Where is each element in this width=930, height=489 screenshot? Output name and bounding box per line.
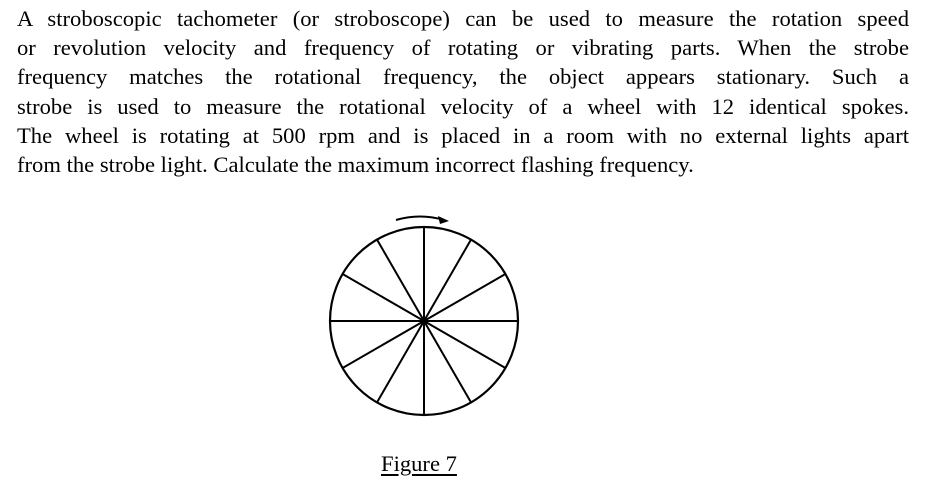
rotation-arrowhead-icon — [438, 216, 449, 224]
wheel-spoke — [424, 321, 505, 368]
problem-line-1: A stroboscopic tachometer (or stroboscope) can be used to measure the rotation speed — [17, 6, 909, 31]
problem-line-3: frequency matches the rotational frequency, the object appears stationary. Such a — [17, 64, 909, 90]
wheel-spoke — [343, 321, 424, 368]
wheel-spoke — [377, 321, 424, 402]
wheel-hub — [421, 318, 427, 324]
rotation-arrow-icon — [396, 217, 444, 221]
problem-statement — [17, 4, 909, 179]
problem-line-5: The wheel is rotating at 500 rpm and is placed in a room with no external lights apart — [17, 122, 909, 148]
wheel-spoke — [424, 321, 471, 402]
wheel-spoke — [343, 274, 424, 321]
wheel-rim — [330, 227, 518, 415]
wheel-spoke — [424, 274, 505, 321]
wheel-spoke — [424, 240, 471, 321]
figure-caption: Figure 7 — [381, 451, 457, 476]
wheel-spoke — [377, 240, 424, 321]
problem-line-6: from the strobe light. Calculate the maximum incorrect flashing frequency. — [17, 152, 694, 178]
problem-line-2: or revolution velocity and frequency of rotating or vibrating parts. When the strobe — [17, 35, 909, 61]
wheel-spokes — [330, 227, 518, 415]
problem-line-4: strobe is used to measure the rotational velocity of a wheel with 12 identical spokes. — [17, 93, 909, 119]
